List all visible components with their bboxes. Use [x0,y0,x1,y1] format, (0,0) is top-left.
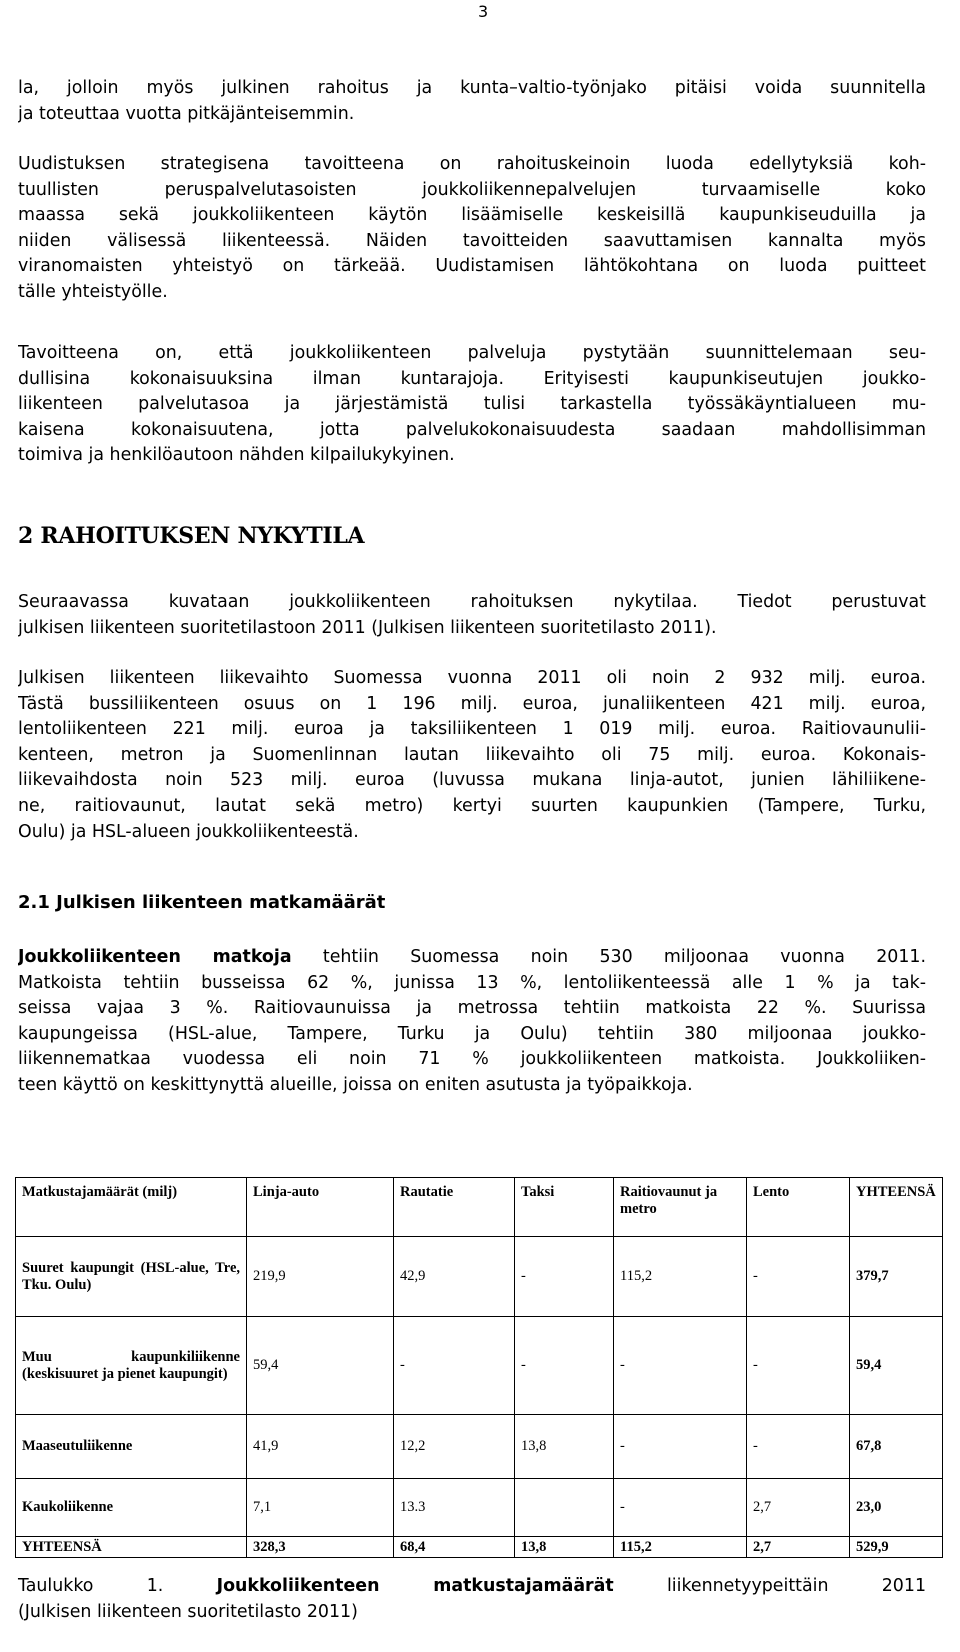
text-line: tälle yhteistyölle. [18,281,168,302]
caption-rest: liikennetyypeittäin 2011 [613,1576,927,1596]
table-cell-total: 379,7 [850,1237,943,1317]
table-cell: - [614,1317,747,1415]
table-cell: - [515,1317,614,1415]
text-line: toimiva ja henkilöautoon nähden kilpailukykyinen. [18,445,455,466]
text-line: Julkisen liikenteen liikevaihto Suomessa vuonna 2011 oli noin 2 932 milj. euroa. [18,668,926,688]
table-cell: 2,7 [747,1479,850,1537]
text-line: seissa vajaa 3 %. Raitiovaunuissa ja metrossa tehtiin matkoista 22 %. Suurissa [18,998,926,1019]
caption-line [18,1574,926,1600]
table-header-cell: Raitiovaunut ja metro [614,1178,747,1237]
table-row [16,1317,943,1415]
table-header-cell: Lento [747,1178,850,1237]
paragraph-5 [18,666,926,845]
text-line: ja toteuttaa vuotta pitkäjänteisemmin. [18,103,355,124]
text-line: kenteen, metron ja Suomenlinnan lautan liikevaihto oli 75 milj. euroa. Kokonais- [18,744,926,765]
table-cell: 328,3 [247,1537,394,1558]
table-cell [515,1479,614,1537]
text-line: Uudistuksen strategisena tavoitteena on rahoituskeinoin luoda edellytyksiä koh- [18,154,926,174]
table-row [16,1479,943,1537]
table-total-row [16,1537,943,1558]
text-line: Tavoitteena on, että joukkoliikenteen palveluja pystytään suunnittelemaan seu- [18,343,926,363]
caption-bold: Joukkoliikenteen matkustajamäärät [216,1576,614,1596]
table-row-label: Suuret kaupungit (HSL-alue, Tre, Tku. Oulu) [16,1237,247,1317]
text-line: ne, raitiovaunut, lautat sekä metro) kertyi suurten kaupunkien (Tampere, Turku, [18,795,926,816]
paragraph-4 [18,590,926,641]
table-header-cell: Linja-auto [247,1178,394,1237]
table-header-cell: Taksi [515,1178,614,1237]
paragraph-3 [18,341,926,469]
table-cell: - [747,1415,850,1479]
table-header-cell: YHTEENSÄ [850,1178,943,1237]
section-heading: 2 RAHOITUKSEN NYKYTILA [18,523,365,549]
table-cell: 7,1 [247,1479,394,1537]
paragraph-6 [18,945,926,1099]
table-cell: 2,7 [747,1537,850,1558]
paragraph-1 [18,76,926,127]
text-line: kaisena kokonaisuutena, jotta palvelukokonaisuudesta saadaan mahdollisimman [18,419,926,440]
table-row [16,1237,943,1317]
table-header-cell: Matkustajamäärät (milj) [16,1178,247,1237]
text-line: lentoliikenteen 221 milj. euroa ja taksiliikenteen 1 019 milj. euroa. Raitiovaunulii- [18,719,926,740]
text-line: la, jolloin myös julkinen rahoitus ja kunta–valtio-työnjako pitäisi voida suunnitella [18,78,926,98]
text-line: liikevaihdosta noin 523 milj. euroa (luvussa mukana linja-autot, junien lähiliikene- [18,770,926,791]
text-run: tehtiin Suomessa noin 530 miljoonaa vuonna 2011. [291,947,926,967]
table-cell-total: 59,4 [850,1317,943,1415]
text-line: liikennematkaa vuodessa eli noin 71 % joukkoliikenteen matkoista. Joukkoliiken- [18,1049,926,1070]
table-cell: - [515,1237,614,1317]
table-cell: 115,2 [614,1537,747,1558]
table-cell: - [747,1237,850,1317]
table-header-cell: Rautatie [394,1178,515,1237]
table-cell: - [614,1479,747,1537]
subsection-heading: 2.1 Julkisen liikenteen matkamäärät [18,892,386,913]
text-line: viranomaisten yhteistyö on tärkeää. Uudistamisen lähtökohtana on luoda puitteet [18,256,926,277]
text-line: kaupungeissa (HSL-alue, Tampere, Turku ja Oulu) tehtiin 380 miljoonaa joukko- [18,1023,926,1044]
table-cell: 13.3 [394,1479,515,1537]
bold-lead: Joukkoliikenteen matkoja [18,947,292,967]
table-row-label: YHTEENSÄ [16,1537,247,1558]
text-line: Tästä bussiliikenteen osuus on 1 196 milj. euroa, junaliikenteen 421 milj. euroa, [18,693,926,714]
table-row [16,1415,943,1479]
text-line: teen käyttö on keskittynyttä alueille, joissa on eniten asutusta ja työpaikkoja. [18,1074,693,1095]
table-row-label: Kaukoliikenne [16,1479,247,1537]
text-line: maassa sekä joukkoliikenteen käytön lisäämiselle keskeisillä kaupunkiseuduilla ja [18,205,926,226]
passenger-table [15,1177,943,1558]
paragraph-2 [18,152,926,306]
table-cell-total: 23,0 [850,1479,943,1537]
table-row-label: Muu kaupunkiliikenne (keskisuuret ja pienet kaupungit) [16,1317,247,1415]
caption-line: (Julkisen liikenteen suoritetilasto 2011) [18,1601,358,1622]
table-cell: 42,9 [394,1237,515,1317]
table-cell: - [747,1317,850,1415]
table-cell: 68,4 [394,1537,515,1558]
table-cell: - [614,1415,747,1479]
text-line: Matkoista tehtiin busseissa 62 %, junissa 13 %, lentoliikenteessä alle 1 % ja tak- [18,972,926,993]
table-row-label: Maaseutuliikenne [16,1415,247,1479]
table-cell: 13,8 [515,1537,614,1558]
text-line: Oulu) ja HSL-alueen joukkoliikenteestä. [18,821,359,842]
table-cell: 219,9 [247,1237,394,1317]
table-cell: 12,2 [394,1415,515,1479]
text-line: niiden välisessä liikenteessä. Näiden tavoitteiden saavuttamisen kannalta myös [18,230,926,251]
text-line: liikenteen palvelutasoa ja järjestämistä tulisi tarkastella työssäkäyntialueen mu- [18,394,926,415]
table-cell-total: 67,8 [850,1415,943,1479]
text-line: julkisen liikenteen suoritetilastoon 2011 (Julkisen liikenteen suoritetilasto 2011). [18,617,717,638]
page-number: 3 [478,2,489,21]
table-cell: 115,2 [614,1237,747,1317]
table-header-row [16,1178,943,1237]
table-cell: 41,9 [247,1415,394,1479]
text-line: dullisina kokonaisuuksina ilman kuntarajoja. Erityisesti kaupunkiseutujen joukko- [18,368,926,389]
caption-prefix: Taulukko 1. [18,1576,217,1596]
table-cell: 59,4 [247,1317,394,1415]
table-caption [18,1574,926,1625]
text-line: tuullisten peruspalvelutasoisten joukkoliikennepalvelujen turvaamiselle koko [18,179,926,200]
table-cell: - [394,1317,515,1415]
table-cell-total: 529,9 [850,1537,943,1558]
text-line [18,945,926,971]
table-cell: 13,8 [515,1415,614,1479]
text-line: Seuraavassa kuvataan joukkoliikenteen rahoituksen nykytilaa. Tiedot perustuvat [18,592,926,612]
